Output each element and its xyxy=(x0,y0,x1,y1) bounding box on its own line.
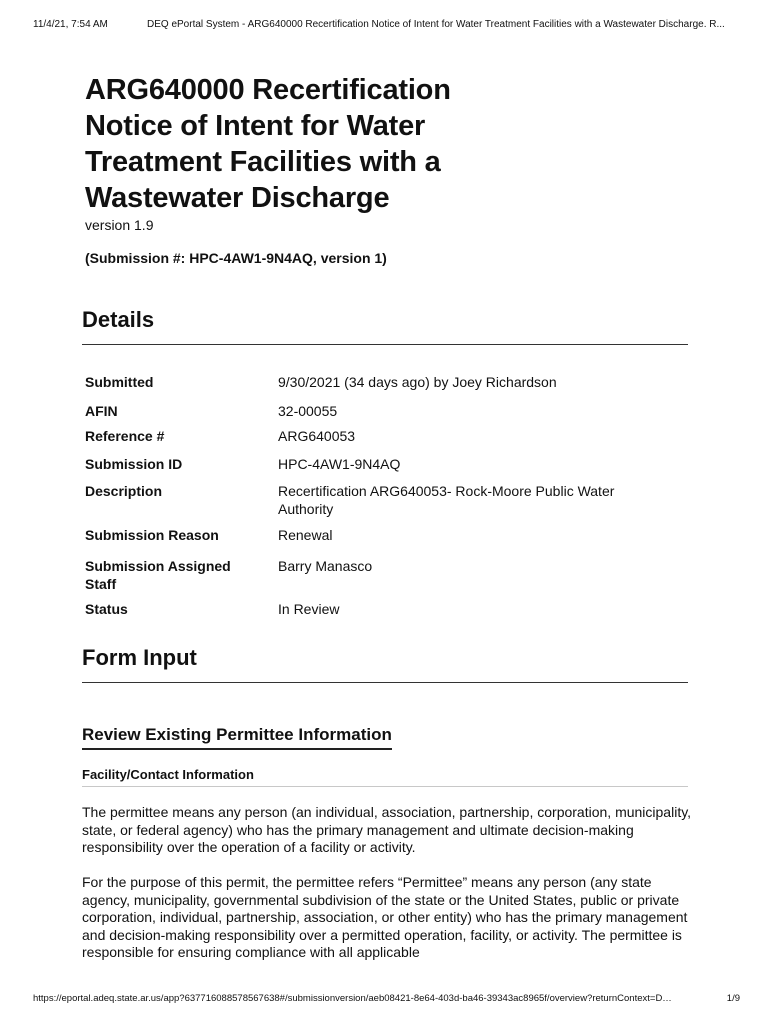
review-permittee-heading: Review Existing Permittee Information xyxy=(82,724,392,750)
detail-label-description: Description xyxy=(85,483,163,499)
permittee-purpose-paragraph: For the purpose of this permit, the permittee refers “Permittee” means any person (any state agency, municipality, governmental subdivision of the state or the United States, public or private corporation, individual, partnership, association, or other entity) who has the primary management and decision-making responsibility over a permitted operation, facility, or activity. The permittee is responsible for ensuring compliance with all applicable xyxy=(82,874,688,960)
facility-contact-heading: Facility/Contact Information xyxy=(82,766,688,787)
form-input-heading: Form Input xyxy=(82,645,197,670)
detail-value-afin: 32-00055 xyxy=(278,403,338,419)
form-input-divider xyxy=(82,682,688,683)
page-url: https://eportal.adeq.state.ar.us/app?637716088578567638#/submissionversion/aeb08421-8e64-403d-ba46-39343ac8965f/overview?returnContext=D… xyxy=(33,993,672,1004)
print-footer xyxy=(33,992,740,1006)
detail-label-assigned-staff: Submission Assigned Staff xyxy=(85,558,231,592)
page-number: 1/9 xyxy=(726,993,740,1004)
detail-value-submitted: 9/30/2021 (34 days ago) by Joey Richardson xyxy=(278,374,557,390)
detail-value-submission-id: HPC-4AW1-9N4AQ xyxy=(278,456,401,472)
detail-label-submission-id: Submission ID xyxy=(85,456,183,472)
detail-label-submission-reason: Submission Reason xyxy=(85,527,219,543)
details-divider xyxy=(82,344,688,345)
detail-value-status: In Review xyxy=(278,601,340,617)
document-title: ARG640000 Recertification Notice of Intent for Water Treatment Facilities with a Wastewater Discharge xyxy=(85,74,451,214)
detail-label-submitted: Submitted xyxy=(85,374,154,390)
detail-value-assigned-staff: Barry Manasco xyxy=(278,558,373,574)
permittee-definition-paragraph: The permittee means any person (an individual, association, partnership, corporation, municipality, state, or federal agency) who has the primary management and ultimate decision-making responsibility over the operation of a facility or activity. xyxy=(82,804,692,855)
document-version: version 1.9 xyxy=(85,217,154,233)
details-heading: Details xyxy=(82,307,155,332)
submission-number: (Submission #: HPC-4AW1-9N4AQ, version 1) xyxy=(85,250,387,266)
print-datetime: 11/4/21, 7:54 AM xyxy=(33,19,108,30)
print-page-title: DEQ ePortal System - ARG640000 Recertification Notice of Intent for Water Treatment Facilities with a Wastewater Discharge. R... xyxy=(147,19,725,30)
detail-label-status: Status xyxy=(85,601,128,617)
detail-value-submission-reason: Renewal xyxy=(278,527,333,543)
print-header xyxy=(33,18,740,32)
detail-label-afin: AFIN xyxy=(85,403,118,419)
detail-value-description: Recertification ARG640053- Rock-Moore Public Water Authority xyxy=(278,483,615,517)
detail-value-reference: ARG640053 xyxy=(278,428,356,444)
detail-label-reference: Reference # xyxy=(85,428,165,444)
